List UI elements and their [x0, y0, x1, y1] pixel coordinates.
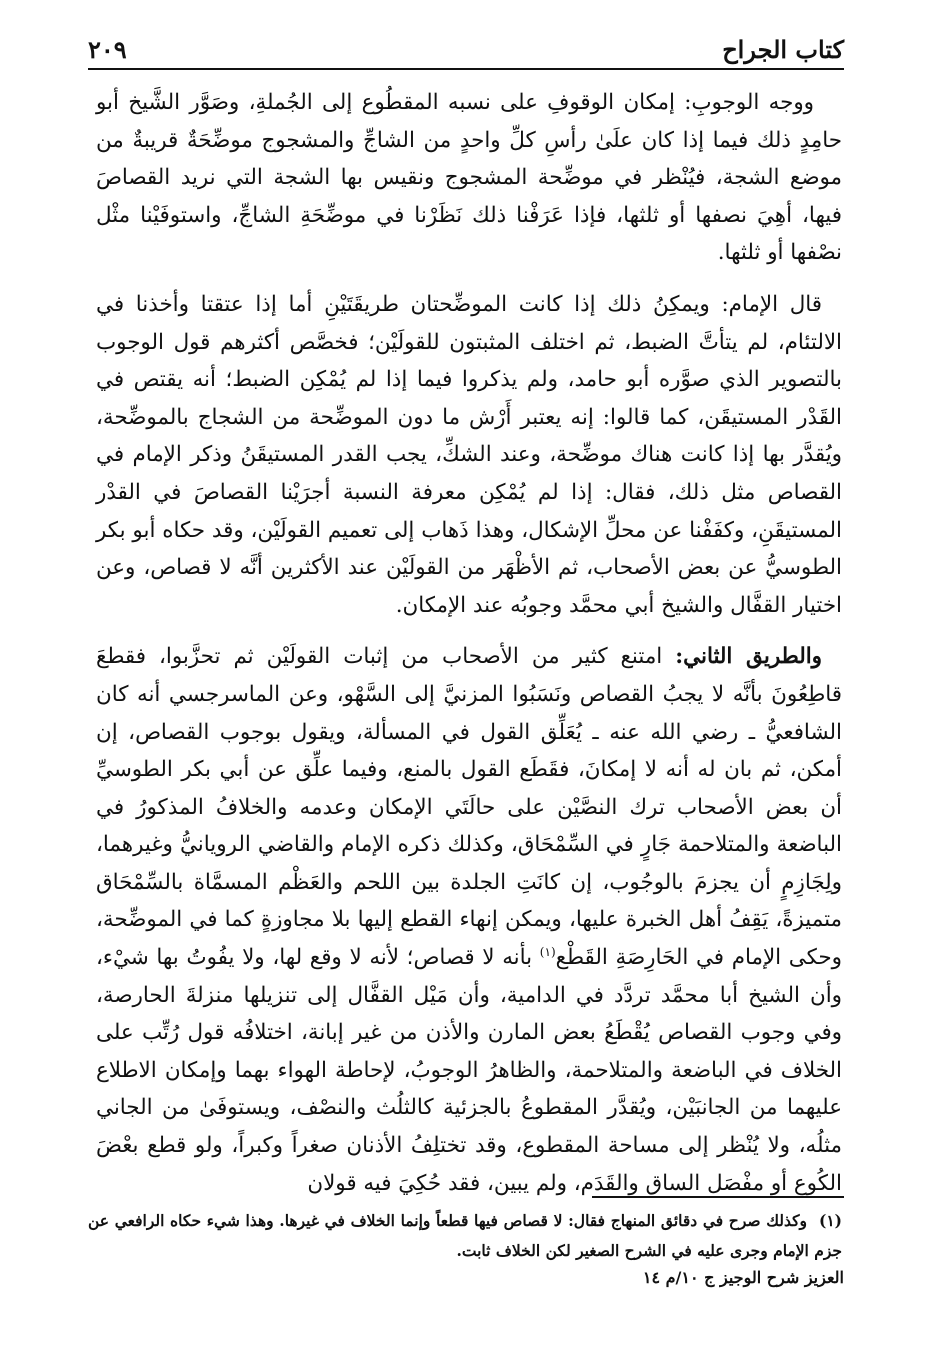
running-header — [88, 30, 844, 64]
paragraph-2-text: قال الإمام: ويمكِنُ ذلك إذا كانت الموضِّحتان طريقَتَيْنِ أما إذا عتقتا وأخذنا في الالتئام، لم يتأتَّ الضبط، ثم اختلف المثبتون للقولَيْن؛ فخصَّص أكثرهم قول الوجوب بالتصوير الذي صوَّره أبو حامد، ولم يذكروا فيما إذا لم يُمْكِن الضبط؛ أنه يقتص في القَدْر المستيقَن، كما قالوا: إنه يعتبر أَرْش ما دون الموضِّحة من الشجاج بالموضِّحة، ويُقدَّر بها إذا كانت هناك موضِّحة، وعند الشكِّ، يجب القدر المستيقَنُ وذكر الإمام في القصاص مثل ذلك، فقال: إذا لم يُمْكِن معرفة النسبة أجرَيْنا القصاصَ في القدْر المستيقَنِ، وكفَفْنا عن محلِّ الإشكال، وهذا ذَهاب إلى تعميم القولَيْن، وقد حكاه أبو بكر الطوسيُّ عن بعض الأصحاب، ثم الأظْهَر من القولَيْن عند الأكثرين أنَّه لا قصاص، وعن اختيار القفَّال والشيخ أبي محمَّد وجوبُه عند الإمكان. — [96, 291, 842, 618]
main-text — [96, 84, 842, 1216]
paragraph-2 — [96, 286, 842, 624]
paragraph-1 — [96, 84, 842, 272]
footnote-reference[interactable]: (١) — [539, 944, 556, 959]
page-number: ٢٠٩ — [88, 35, 127, 64]
footnote-rule — [592, 1196, 844, 1198]
paragraph-1-text: ووجه الوجوبِ: إمكان الوقوفِ على نسبه المقطُوع إلى الجُملةِ، وصَوَّر الشَّيخ أبو حامِدٍ ذلك فيما إذا كان علَىٰ رأسِ كلِّ واحدٍ من الشاجِّ والمشجوج موضِّحَةٌ قريبةٌ من موضع الشجة، فيُنْظر في موضِّحة المشجوج ونقيس بها الشجة التي نريد القصاصَ فيها، أهِيَ نصفها أو ثلثها، فإذا عَرَفْنا ذلك نَظَرْنا في موضِّحَةِ الشاجِّ، واستوفَيْنا مثْل نصْفها أو ثلثها. — [96, 90, 842, 266]
footnote — [88, 1206, 842, 1266]
printer-signature: العزيز شرح الوجيز ج ١٠/م ١٤ — [642, 1268, 844, 1287]
footnote-text: وكذلك صرح في دقائق المنهاج فقال: لا قصاص فيها قطعاً وإنما الخلاف في غيرها. وهذا شيء حكاه الرافعي عن جزم الإمام وجرى عليه في الشرح الصغير لكن الخلاف ثابت. — [88, 1211, 842, 1260]
paragraph-3-lead: والطريق الثاني: — [675, 644, 822, 670]
paragraph-3-text-a: امتنع كثير من الأصحاب من إثبات القولَيْن ثم تحزَّبوا، فقطعَ قاطِعُونَ بأنَّه لا يجبُ القصاص ونَسَبُوا المزنيَّ إلى السَّهْو، وعن الماسرجسي أنه كان الشافعيُّ ـ رضي الله عنه ـ يُعَلِّق القول في المسألة، ويقول بوجوب القصاص، إن أمكن، ثم بان له أنه لا إمكانَ، فقَطَع القول بالمنع، وفيما علِّق عن أبي بكر الطوسيِّ أن بعض الأصحاب ترك النصَّيْن على حالَتَي الإمكان وعدمه والخلافُ المذكورُ في الباضعة والمتلاحمة جَارٍ في السِّمْحَاق، وكذلك ذكره الإمام والقاضي الرويانيُّ وغيرهما، ولِجَازِمٍ أن يجزمَ بالوجُوب، إن كانَتِ الجلدة بين اللحم والعَظْم المسمَّاة بالسِّمْحَاق متميزةً، يَقِفُ أهل الخبرة عليها، ويمكن إنهاء القطع إليها بلا مجاوزةٍ كما في الموضِّحة، وحكى الإمام في الحَارِصَةِ القَطْع — [96, 644, 842, 971]
chapter-title: كتاب الجراح — [722, 35, 844, 64]
header-rule — [88, 68, 844, 70]
footnote-number: (١) — [818, 1211, 842, 1230]
paragraph-3-text-b: بأنه لا قصاص؛ لأنه لا وقع لها، ولا يفُوتُ بها شيْء، وأن الشيخ أبا محمَّد تردَّد في الدامية، وأن مَيْل القفَّال إلى تنزيلها منزلةَ الحارصة، وفي وجوب القصاص يُقْطَعُ بعض المارن والأذن من غير إبانة، اختلافُه قول رُتِّب على الخلاف في الباضعة والمتلاحمة، والظاهرُ الوجوبُ، لإحاطة الهواء بهما وإمكان الاطلاع عليهما من الجانبَيْن، ويُقدَّر المقطوعُ بالجزئية كالثلُث والنصْف، ويستوفَىٰ من الجاني مثلُه، ولا يُنْظر إلى مساحة المقطوع، وقد تختلِفُ الأذنان صغراً وكبراً، ولو قطع بعْضَ الكُوع أو مفْصَل الساق والقَدَم، ولم يبين، فقد حُكِيَ فيه قولان — [96, 945, 842, 1196]
paragraph-3 — [96, 638, 842, 1202]
